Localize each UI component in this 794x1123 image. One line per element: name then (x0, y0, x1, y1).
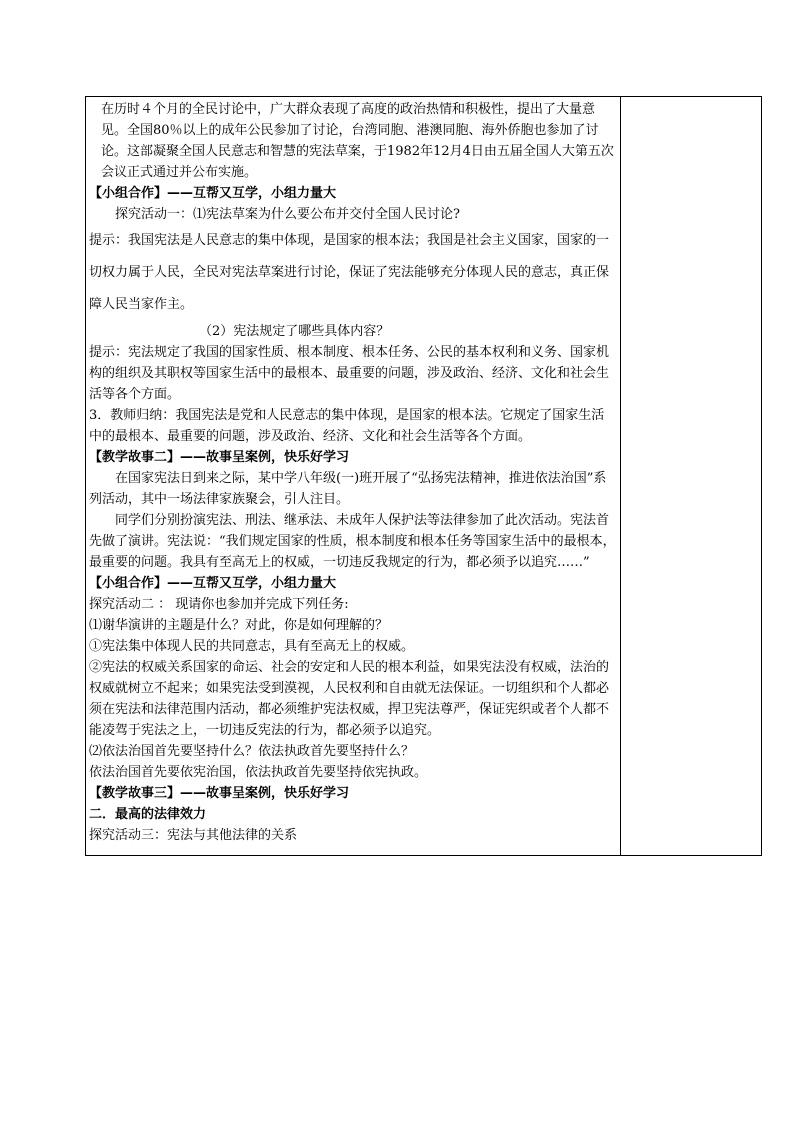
section-heading-group-work-2: 【小组合作】——互帮又互学，小组力量大 (89, 576, 337, 591)
lesson-table (85, 96, 762, 856)
section-heading-story-2: 【教学故事二】——故事呈案例，快乐好学习 (89, 450, 350, 465)
section-heading-group-work-1: 【小组合作】——互帮又互学，小组力量大 (89, 186, 337, 201)
activity-one-hint-2: 提示：宪法规定了我国的国家性质、根本制度、根本任务、公民的基本权利和义务、国家机构的组织及其职权等国家生活中的最根本、最重要的问题，涉及政治、经济、文化和社会生活等各个方面。 (89, 345, 610, 402)
activity-one-question-2: （2）宪法规定了哪些具体内容？ (199, 324, 390, 339)
activity-two-answer-3: 依法治国首先要依宪治国，依法执政首先要坚持依宪执政。 (89, 765, 428, 780)
activity-one-question: 探究活动一：⑴宪法草案为什么要公布并交付全国人民讨论? (115, 207, 460, 222)
activity-two-question-1: ⑴谢华演讲的主题是什么？对此，你是如何理解的？ (89, 618, 389, 633)
activity-two-answer-1: ①宪法集中体现人民的共同意志，具有至高无上的权威。 (89, 639, 415, 654)
story-2-paragraph-2: 同学们分别扮演宪法、刑法、继承法、未成年人保护法等法律参加了此次活动。宪法首先做了演讲。宪法说：“我们规定国家的性质，根本制度和根本任务等国家生活中的最根本，最重要的问题。我具有至高无上的权威，一切违反我规定的行为，都必须予以追究……” (89, 513, 616, 570)
activity-two-intro: 探究活动二 ： 现请你也参加并完成下列任务: (89, 597, 349, 612)
intro-paragraph: 在历时４个月的全民讨论中，广大群众表现了高度的政治热情和积极性，提出了大量意见。全国80％以上的成年公民参加了讨论，台湾同胞、港澳同胞、海外侨胞也参加了讨论。这部凝聚全国人民意志和智慧的宪法草案，于1982年12月4日由五届全国人大第五次会议正式通过并公布实施。 (101, 102, 614, 180)
column-divider (620, 97, 621, 855)
content-cell (89, 99, 616, 846)
story-2-paragraph-1: 在国家宪法日到来之际，某中学八年级(一)班开展了“弘扬宪法精神，推进依法治国”系列活动，其中一场法律家族聚会，引人注目。 (89, 471, 607, 507)
activity-three-title: 探究活动三：宪法与其他法律的关系 (89, 828, 298, 843)
activity-two-answer-2: ②宪法的权威关系国家的命运、社会的安定和人民的根本利益，如果宪法没有权威，法治的权威就树立不起来；如果宪法受到漠视，人民权利和自由就无法保证。一切组织和个人都必须在宪法和法律范围内活动，都必须维护宪法权威，捍卫宪法尊严，保证宪织或者个人都不能凌驾于宪法之上，一切违反宪法的行为，都必须予以追究。 (89, 660, 610, 738)
section-heading-story-3: 【教学故事三】——故事呈案例，快乐好学习 (89, 786, 350, 801)
activity-one-hint: 提示：我国宪法是人民意志的集中体现，是国家的根本法；我国是社会主义国家，国家的一切权力属于人民，全民对宪法草案进行讨论，保证了宪法能够充分体现人民的意志，真正保障人民当家作主。 (89, 233, 610, 312)
teacher-summary: 3．教师归纳：我国宪法是党和人民意志的集中体现，是国家的根本法。它规定了国家生活中的最根本、最重要的问题，涉及政治、经济、文化和社会生活等各个方面。 (89, 408, 605, 444)
activity-two-question-2: ⑵依法治国首先要坚持什么？依法执政首先要坚持什么？ (89, 744, 415, 759)
section-heading-supreme-effect: 二．最高的法律效力 (89, 807, 207, 822)
